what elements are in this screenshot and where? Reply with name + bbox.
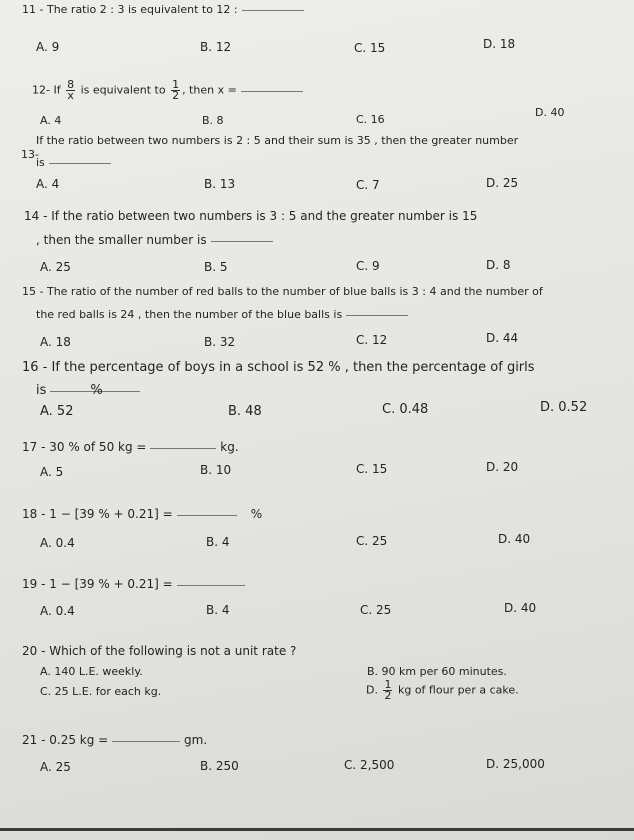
q20-option-b: B. 90 km per 60 minutes. [367,665,507,678]
answer-blank [49,162,111,164]
answer-blank [177,584,245,586]
q21-option-a: A. 25 [40,760,71,774]
q15-option-d: D. 44 [486,331,519,345]
q19-option-b: B. 4 [206,603,230,617]
answer-blank [150,447,216,449]
q16-option-a: A. 52 [40,404,74,419]
question-16-stem: 16 - If the percentage of boys in a school is 52 % , then the percentage of girls [22,360,535,375]
question-21-stem: 21 - 0.25 kg = gm. [22,733,208,747]
q16-option-d: D. 0.52 [540,400,588,415]
question-16-stem-cont: is % [36,383,103,398]
q11-option-b: B. 12 [200,40,232,54]
q18-option-c: C. 25 [356,534,388,548]
question-15-stem: 15 - The ratio of the number of red balls to the number of blue balls is 3 : 4 and the number of [22,285,543,298]
q16-option-c: C. 0.48 [382,402,429,417]
q11-option-c: C. 15 [354,41,386,55]
question-19-stem: 19 - 1 − [39 % + 0.21] = [22,577,245,591]
q17-option-c: C. 15 [356,462,388,476]
q18-option-a: A. 0.4 [40,536,75,550]
q14-option-c: C. 9 [356,259,380,273]
question-13-stem-cont: is [36,156,111,169]
q15-option-a: A. 18 [40,335,71,349]
q13-option-a: A. 4 [36,177,60,191]
q12-option-a: A. 4 [40,114,62,127]
fraction-1-over-2: $\frac{1}{2}$ [384,678,392,702]
q14-option-a: A. 25 [40,260,71,274]
q12-option-c: C. 16 [356,113,385,126]
question-14-stem: 14 - If the ratio between two numbers is 3 : 5 and the greater number is 15 [24,209,478,223]
q20-option-c: C. 25 L.E. for each kg. [40,685,162,698]
q11-option-d: D. 18 [483,37,516,51]
q21-option-d: D. 25,000 [486,757,545,771]
q19-option-c: C. 25 [360,603,392,617]
question-14-stem-cont: , then the smaller number is [36,233,273,247]
question-20-stem: 20 - Which of the following is not a unit rate ? [22,644,297,658]
question-11-stem: 11 - The ratio 2 : 3 is equivalent to 12 : [22,3,304,16]
answer-blank [241,90,303,92]
q12-option-b: B. 8 [202,114,224,127]
q17-option-a: A. 5 [40,465,64,479]
answer-blank [346,314,408,316]
q21-option-b: B. 250 [200,759,239,773]
q15-option-c: C. 12 [356,333,388,347]
answer-blank [211,240,273,242]
fraction-1-over-2: $\frac{1}{2}$ [172,78,180,102]
q14-option-d: D. 8 [486,258,511,272]
answer-blank [242,9,304,11]
q14-option-b: B. 5 [204,260,228,274]
answer-blank [112,740,180,742]
question-17-stem: 17 - 30 % of 50 kg = kg. [22,440,239,454]
answer-blank [177,514,237,516]
q13-option-b: B. 13 [204,177,236,191]
q18-option-d: D. 40 [498,532,531,546]
q20-option-a: A. 140 L.E. weekly. [40,665,143,678]
q13-option-d: D. 25 [486,176,519,190]
q15-option-b: B. 32 [204,335,236,349]
page-bottom-edge [0,828,634,831]
q16-option-b: B. 48 [228,404,262,419]
q18-option-b: B. 4 [206,535,230,549]
q17-option-d: D. 20 [486,460,519,474]
q20-option-d: D. $\frac{1}{2}$ kg of flour per a cake. [366,678,519,702]
q12-option-d: D. 40 [535,106,565,119]
q21-option-c: C. 2,500 [344,758,395,772]
q11-option-a: A. 9 [36,40,60,54]
question-12-stem: 12- If $\frac{8}{x}$ is equivalent to $\frac{1}{2}$ , then x = [32,80,303,101]
q19-option-d: D. 40 [504,601,537,615]
question-13-stem: If the ratio between two numbers is 2 : 5 and their sum is 35 , then the greater number [36,134,519,147]
q13-option-c: C. 7 [356,178,380,192]
question-18-stem: 18 - 1 − [39 % + 0.21] = % [22,507,263,521]
fraction-8-over-x: $\frac{8}{x}$ [67,78,75,102]
q19-option-a: A. 0.4 [40,604,75,618]
question-13-number: 13- [21,148,39,161]
question-15-stem-cont: the red balls is 24 , then the number of the blue balls is [36,308,408,321]
q17-option-b: B. 10 [200,463,232,477]
